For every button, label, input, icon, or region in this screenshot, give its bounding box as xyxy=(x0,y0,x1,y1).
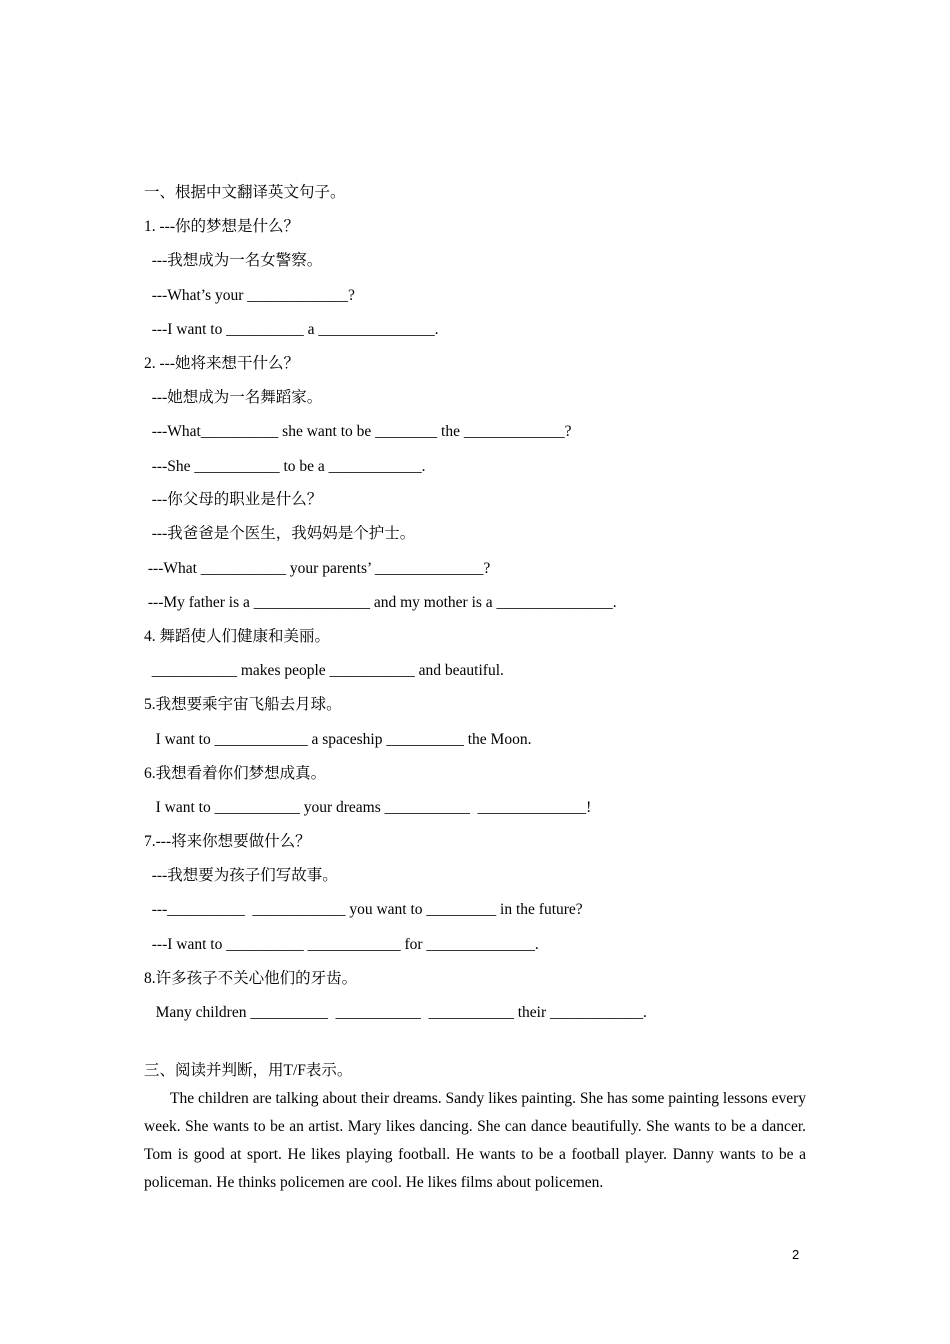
question-3-answer-cn: ---我爸爸是个医生，我妈妈是个护士。 xyxy=(144,525,416,542)
question-2-prompt: 2. ---她将来想干什么？ xyxy=(144,355,299,372)
question-3-blank-line-2: ---My father is a _______________ and my mother is a _______________. xyxy=(144,594,617,611)
question-3-prompt: ---你父母的职业是什么？ xyxy=(144,491,323,508)
question-7-blank-line-2: ---I want to __________ ____________ for ______________. xyxy=(144,936,539,953)
question-4-blank-line: ___________ makes people ___________ and beautiful. xyxy=(144,662,504,679)
page-number: 2 xyxy=(792,1247,800,1262)
question-7-prompt: 7.---将来你想要做什么？ xyxy=(144,833,311,850)
question-8-prompt: 8.许多孩子不关心他们的牙齿。 xyxy=(144,970,358,987)
reading-passage: The children are talking about their dreams. Sandy likes painting. She has some painting lessons every week. She wants to be an artist. Mary likes dancing. She can dance beautifully. She wants to be a dancer. Tom is good at sport. He likes playing football. He wants to be a football player. Danny wants to be a policeman. He thinks policemen are cool. He likes films about policemen. xyxy=(144,1090,806,1191)
question-1-answer-cn: ---我想成为一名女警察。 xyxy=(144,252,323,269)
question-1-blank-line-1: ---What’s your _____________? xyxy=(144,287,355,304)
section-one-heading: 一、根据中文翻译英文句子。 xyxy=(144,184,346,201)
question-4-prompt: 4. 舞蹈使人们健康和美丽。 xyxy=(144,628,331,645)
question-8-blank-line: Many children __________ ___________ ___________ their ____________. xyxy=(144,1004,647,1021)
question-3-blank-line-1: ---What ___________ your parents’ ______________? xyxy=(144,560,491,577)
question-5-blank-line: I want to ____________ a spaceship __________ the Moon. xyxy=(144,731,532,748)
question-6-prompt: 6.我想看着你们梦想成真。 xyxy=(144,765,327,782)
question-7-blank-line-1: ---__________ ____________ you want to _________ in the future? xyxy=(144,901,583,918)
question-7-answer-cn: ---我想要为孩子们写故事。 xyxy=(144,867,338,884)
question-1-blank-line-2: ---I want to __________ a _______________. xyxy=(144,321,439,338)
question-1-prompt: 1. ---你的梦想是什么？ xyxy=(144,218,299,235)
question-2-blank-line-1: ---What__________ she want to be ________ the _____________? xyxy=(144,423,572,440)
question-6-blank-line: I want to ___________ your dreams ___________ ______________! xyxy=(144,799,592,816)
question-2-blank-line-2: ---She ___________ to be a ____________. xyxy=(144,458,426,475)
question-2-answer-cn: ---她想成为一名舞蹈家。 xyxy=(144,389,323,406)
question-5-prompt: 5.我想要乘宇宙飞船去月球。 xyxy=(144,696,342,713)
section-three-heading: 三、阅读并判断，用T/F表示。 xyxy=(144,1062,353,1079)
